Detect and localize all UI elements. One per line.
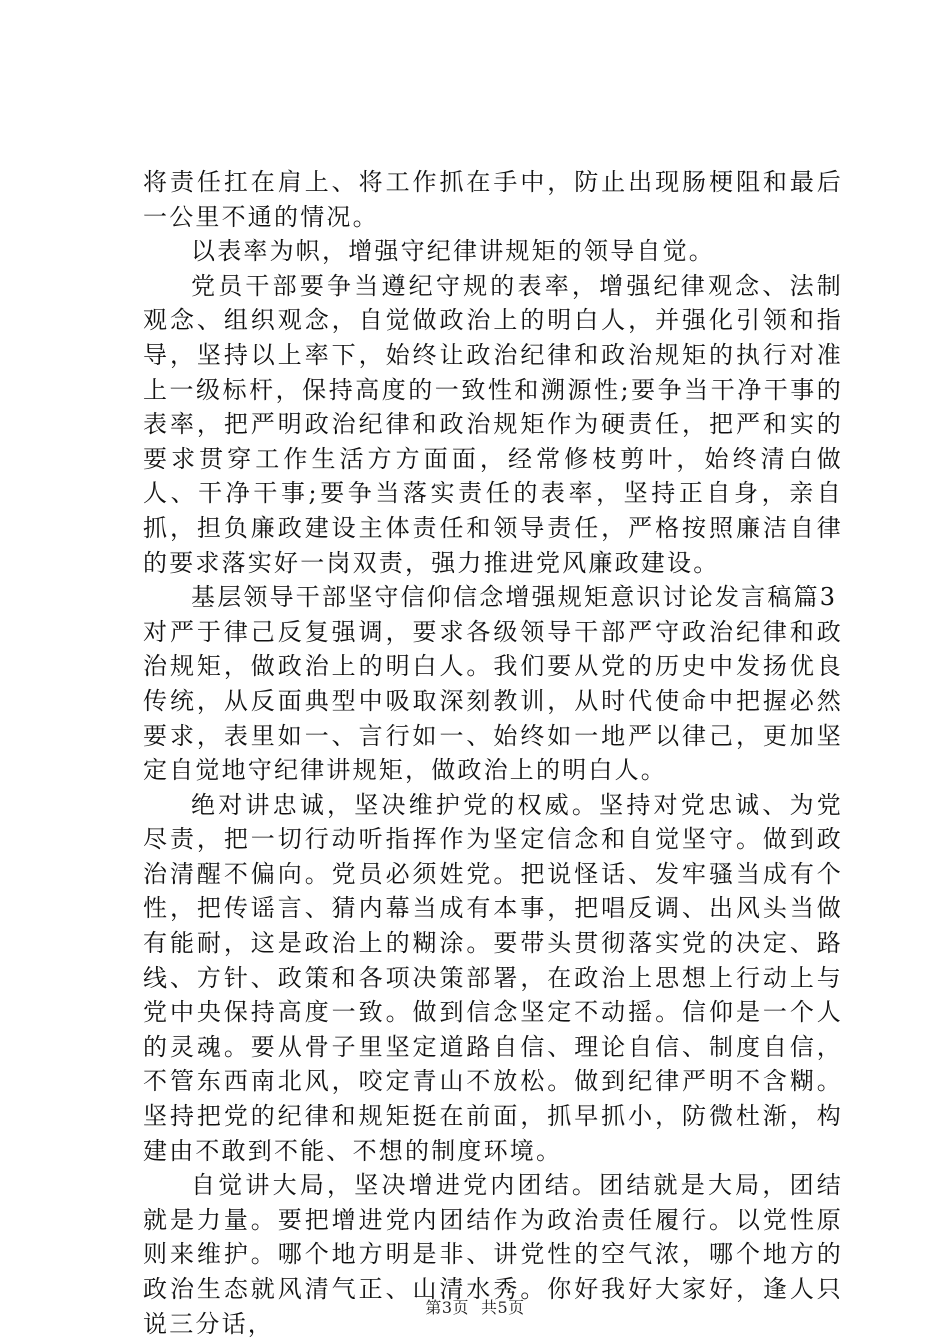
paragraph-continuation: 将责任扛在肩上、将工作抓在手中，防止出现肠梗阻和最后一公里不通的情况。 [143, 168, 843, 231]
page-number: 第3页 [425, 1298, 469, 1317]
paragraph-exemplar-body: 党员干部要争当遵纪守规的表率，增强纪律观念、法制观念、组织观念，自觉做政治上的明白人，并强化引领和指导，坚持以上率下，始终让政治纪律和政治规矩的执行对准上一级标杆，保持高度的一致性和溯源性;要争当干净干事的表率，把严明政治纪律和政治规矩作为硬责任，把严和实的要求贯穿工作生活方方面面，经常修枝剪叶，始终清白做人、干净干事;要争当落实责任的表率，坚持正自身，亲自抓，担负廉政建设主体责任和领导责任，严格按照廉洁自律的要求落实好一岗双责，强力推进党风廉政建设。 [143, 271, 843, 577]
paragraph-overall-situation: 自觉讲大局，坚决增进党内团结。团结就是大局，团结就是力量。要把增进党内团结作为政治责任履行。以党性原则来维护。哪个地方明是非、讲党性的空气浓，哪个地方的政治生态就风清气正、山清水秀。你好我好大家好，逢人只说三分话， [143, 1171, 843, 1338]
document-body [143, 165, 843, 1341]
page-total: 共5页 [481, 1298, 525, 1317]
paragraph-self-discipline: 对严于律己反复强调，要求各级领导干部严守政治纪律和政治规矩，做政治上的明白人。我们要从党的历史中发扬优良传统，从反面典型中吸取深刻教训，从时代使命中把握必然要求，表里如一、言行如一、始终如一地严以律己，更加坚定自觉地守纪律讲规矩，做政治上的明白人。 [143, 617, 843, 785]
page-footer [0, 1295, 950, 1318]
paragraph-loyalty: 绝对讲忠诚，坚决维护党的权威。坚持对党忠诚、为党尽责，把一切行动听指挥作为坚定信念和自觉坚守。做到政治清醒不偏向。党员必须姓党。把说怪话、发牢骚当成有个性，把传谣言、猜内幕当成有本事，把唱反调、出风头当做有能耐，这是政治上的糊涂。要带头贯彻落实党的决定、路线、方针、政策和各项决策部署，在政治上思想上行动上与党中央保持高度一致。做到信念坚定不动摇。信仰是一个人的灵魂。要从骨子里坚定道路自信、理论自信、制度自信，不管东西南北风，咬定青山不放松。做到纪律严明不含糊。坚持把党的纪律和规矩挺在前面，抓早抓小，防微杜渐，构建由不敢到不能、不想的制度环境。 [143, 790, 843, 1165]
paragraph-heading-exemplar: 以表率为帜，增强守纪律讲规矩的领导自觉。 [191, 237, 715, 266]
paragraph-section-title: 基层领导干部坚守信仰信念增强规矩意识讨论发言稿篇3 [191, 583, 838, 612]
